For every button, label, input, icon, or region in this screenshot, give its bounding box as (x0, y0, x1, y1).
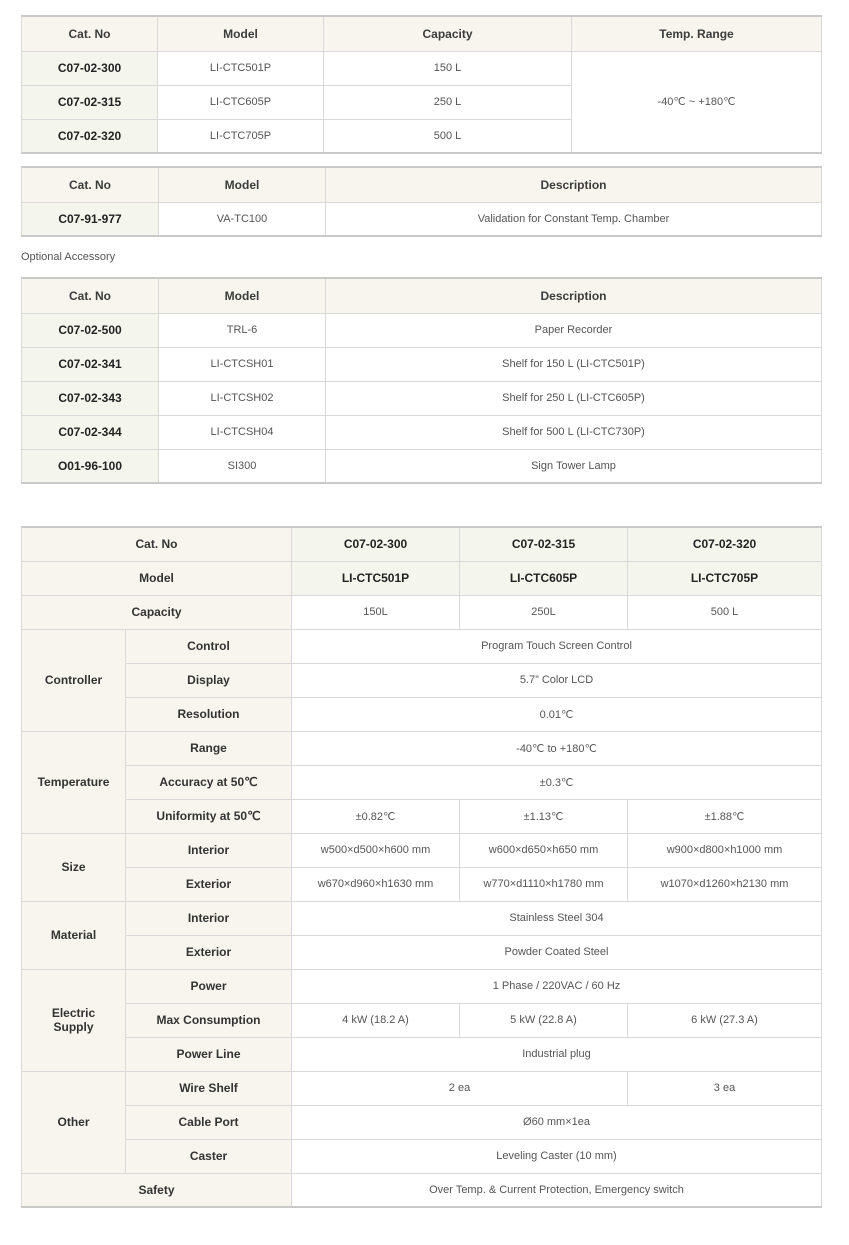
group-other: Other (22, 1071, 126, 1173)
spec-range: -40℃ to +180℃ (292, 731, 822, 765)
spec-material-interior: Stainless Steel 304 (292, 901, 822, 935)
table-header-row (22, 16, 822, 51)
spec-table (21, 526, 822, 1208)
description-cell: Sign Tower Lamp (326, 449, 822, 483)
group-material: Material (22, 901, 126, 969)
spec-label-capacity: Capacity (22, 595, 292, 629)
spec-model-1: LI-CTC501P (292, 561, 460, 595)
model-cell: TRL-6 (159, 313, 326, 347)
cat-no-cell: C07-02-343 (22, 381, 159, 415)
spec-row-material-interior (22, 901, 822, 935)
spec-cat-no-3: C07-02-320 (628, 527, 822, 561)
description-cell: Paper Recorder (326, 313, 822, 347)
spec-label-resolution: Resolution (126, 697, 292, 731)
spec-label-model: Model (22, 561, 292, 595)
spec-row-size-exterior (22, 867, 822, 901)
spec-label-wire-shelf: Wire Shelf (126, 1071, 292, 1105)
description-cell: Shelf for 500 L (LI-CTC730P) (326, 415, 822, 449)
model-cell: LI-CTC501P (158, 51, 324, 85)
spec-max-consumption-1: 4 kW (18.2 A) (292, 1003, 460, 1037)
spec-row-caster (22, 1139, 822, 1173)
cat-no-cell: C07-02-341 (22, 347, 159, 381)
model-cell: LI-CTCSH01 (159, 347, 326, 381)
validation-table (21, 166, 822, 237)
spec-size-exterior-3: w1070×d1260×h2130 mm (628, 867, 822, 901)
spec-row-range (22, 731, 822, 765)
spec-model-2: LI-CTC605P (460, 561, 628, 595)
spec-power-line: Industrial plug (292, 1037, 822, 1071)
cat-no-cell: C07-02-300 (22, 51, 158, 85)
spec-row-size-interior (22, 833, 822, 867)
header-model: Model (159, 278, 326, 313)
spec-power: 1 Phase / 220VAC / 60 Hz (292, 969, 822, 1003)
cat-no-cell: C07-02-320 (22, 119, 158, 153)
spec-material-exterior: Powder Coated Steel (292, 935, 822, 969)
spec-caster: Leveling Caster (10 mm) (292, 1139, 822, 1173)
spec-label-power: Power (126, 969, 292, 1003)
model-cell: VA-TC100 (159, 202, 326, 236)
header-cat-no: Cat. No (22, 16, 158, 51)
spec-max-consumption-2: 5 kW (22.8 A) (460, 1003, 628, 1037)
group-temperature: Temperature (22, 731, 126, 833)
accessory-caption: Optional Accessory (21, 251, 116, 263)
spec-row-model (22, 561, 822, 595)
spec-row-safety (22, 1173, 822, 1207)
capacity-cell: 500 L (324, 119, 572, 153)
spec-safety: Over Temp. & Current Protection, Emergency switch (292, 1173, 822, 1207)
spec-label-material-exterior: Exterior (126, 935, 292, 969)
spec-size-interior-3: w900×d800×h1000 mm (628, 833, 822, 867)
group-electric-line1: Electric (51, 1006, 96, 1020)
group-controller: Controller (22, 629, 126, 731)
capacity-cell: 250 L (324, 85, 572, 119)
cat-no-cell: C07-02-315 (22, 85, 158, 119)
spec-uniformity-1: ±0.82℃ (292, 799, 460, 833)
spec-cat-no-2: C07-02-315 (460, 527, 628, 561)
table-row (22, 51, 822, 85)
accessory-table (21, 277, 822, 484)
spec-label-cat-no: Cat. No (22, 527, 292, 561)
header-model: Model (158, 16, 324, 51)
spec-uniformity-3: ±1.88℃ (628, 799, 822, 833)
spec-label-uniformity: Uniformity at 50℃ (126, 799, 292, 833)
spec-label-size-exterior: Exterior (126, 867, 292, 901)
header-capacity: Capacity (324, 16, 572, 51)
spec-row-capacity (22, 595, 822, 629)
models-table (21, 15, 822, 154)
table-header-row (22, 278, 822, 313)
spec-row-cable-port (22, 1105, 822, 1139)
spec-max-consumption-3: 6 kW (27.3 A) (628, 1003, 822, 1037)
group-electric-supply (22, 969, 126, 1071)
table-row (22, 449, 822, 483)
table-row (22, 202, 822, 236)
spec-size-exterior-1: w670×d960×h1630 mm (292, 867, 460, 901)
spec-row-resolution (22, 697, 822, 731)
spec-size-interior-2: w600×d650×h650 mm (460, 833, 628, 867)
spec-row-uniformity (22, 799, 822, 833)
table-header-row (22, 167, 822, 202)
spec-label-safety: Safety (22, 1173, 292, 1207)
spec-row-max-consumption (22, 1003, 822, 1037)
table-row (22, 313, 822, 347)
model-cell: LI-CTCSH04 (159, 415, 326, 449)
model-cell: LI-CTCSH02 (159, 381, 326, 415)
header-cat-no: Cat. No (22, 167, 159, 202)
spec-size-exterior-2: w770×d1110×h1780 mm (460, 867, 628, 901)
group-size: Size (22, 833, 126, 901)
description-cell: Shelf for 250 L (LI-CTC605P) (326, 381, 822, 415)
spec-display: 5.7” Color LCD (292, 663, 822, 697)
spec-label-cable-port: Cable Port (126, 1105, 292, 1139)
spec-label-power-line: Power Line (126, 1037, 292, 1071)
model-cell: SI300 (159, 449, 326, 483)
spec-label-display: Display (126, 663, 292, 697)
spec-label-control: Control (126, 629, 292, 663)
spec-model-3: LI-CTC705P (628, 561, 822, 595)
spec-label-size-interior: Interior (126, 833, 292, 867)
spec-label-caster: Caster (126, 1139, 292, 1173)
spec-row-accuracy (22, 765, 822, 799)
spec-row-wire-shelf (22, 1071, 822, 1105)
spec-label-accuracy: Accuracy at 50℃ (126, 765, 292, 799)
cat-no-cell: C07-91-977 (22, 202, 159, 236)
spec-capacity-2: 250L (460, 595, 628, 629)
capacity-cell: 150 L (324, 51, 572, 85)
spec-wire-shelf-b: 3 ea (628, 1071, 822, 1105)
group-electric-line2: Supply (53, 1020, 94, 1034)
spec-accuracy: ±0.3℃ (292, 765, 822, 799)
model-cell: LI-CTC705P (158, 119, 324, 153)
header-temp-range: Temp. Range (572, 16, 822, 51)
spec-uniformity-2: ±1.13℃ (460, 799, 628, 833)
temp-range-cell: -40℃ ~ +180℃ (572, 51, 822, 153)
spec-capacity-3: 500 L (628, 595, 822, 629)
header-description: Description (326, 167, 822, 202)
spec-row-material-exterior (22, 935, 822, 969)
header-model: Model (159, 167, 326, 202)
spec-row-power-line (22, 1037, 822, 1071)
header-cat-no: Cat. No (22, 278, 159, 313)
cat-no-cell: O01-96-100 (22, 449, 159, 483)
model-cell: LI-CTC605P (158, 85, 324, 119)
header-description: Description (326, 278, 822, 313)
cat-no-cell: C07-02-344 (22, 415, 159, 449)
spec-label-material-interior: Interior (126, 901, 292, 935)
spec-capacity-1: 150L (292, 595, 460, 629)
spec-label-max-consumption: Max Consumption (126, 1003, 292, 1037)
cat-no-cell: C07-02-500 (22, 313, 159, 347)
table-row (22, 381, 822, 415)
spec-cable-port: Ø60 mm×1ea (292, 1105, 822, 1139)
description-cell: Shelf for 150 L (LI-CTC501P) (326, 347, 822, 381)
description-cell: Validation for Constant Temp. Chamber (326, 202, 822, 236)
spec-size-interior-1: w500×d500×h600 mm (292, 833, 460, 867)
spec-control: Program Touch Screen Control (292, 629, 822, 663)
spec-wire-shelf-a: 2 ea (292, 1071, 628, 1105)
spec-row-power (22, 969, 822, 1003)
spec-row-display (22, 663, 822, 697)
spec-label-range: Range (126, 731, 292, 765)
table-row (22, 347, 822, 381)
spec-row-control (22, 629, 822, 663)
table-row (22, 415, 822, 449)
spec-row-cat-no (22, 527, 822, 561)
spec-resolution: 0.01℃ (292, 697, 822, 731)
spec-cat-no-1: C07-02-300 (292, 527, 460, 561)
